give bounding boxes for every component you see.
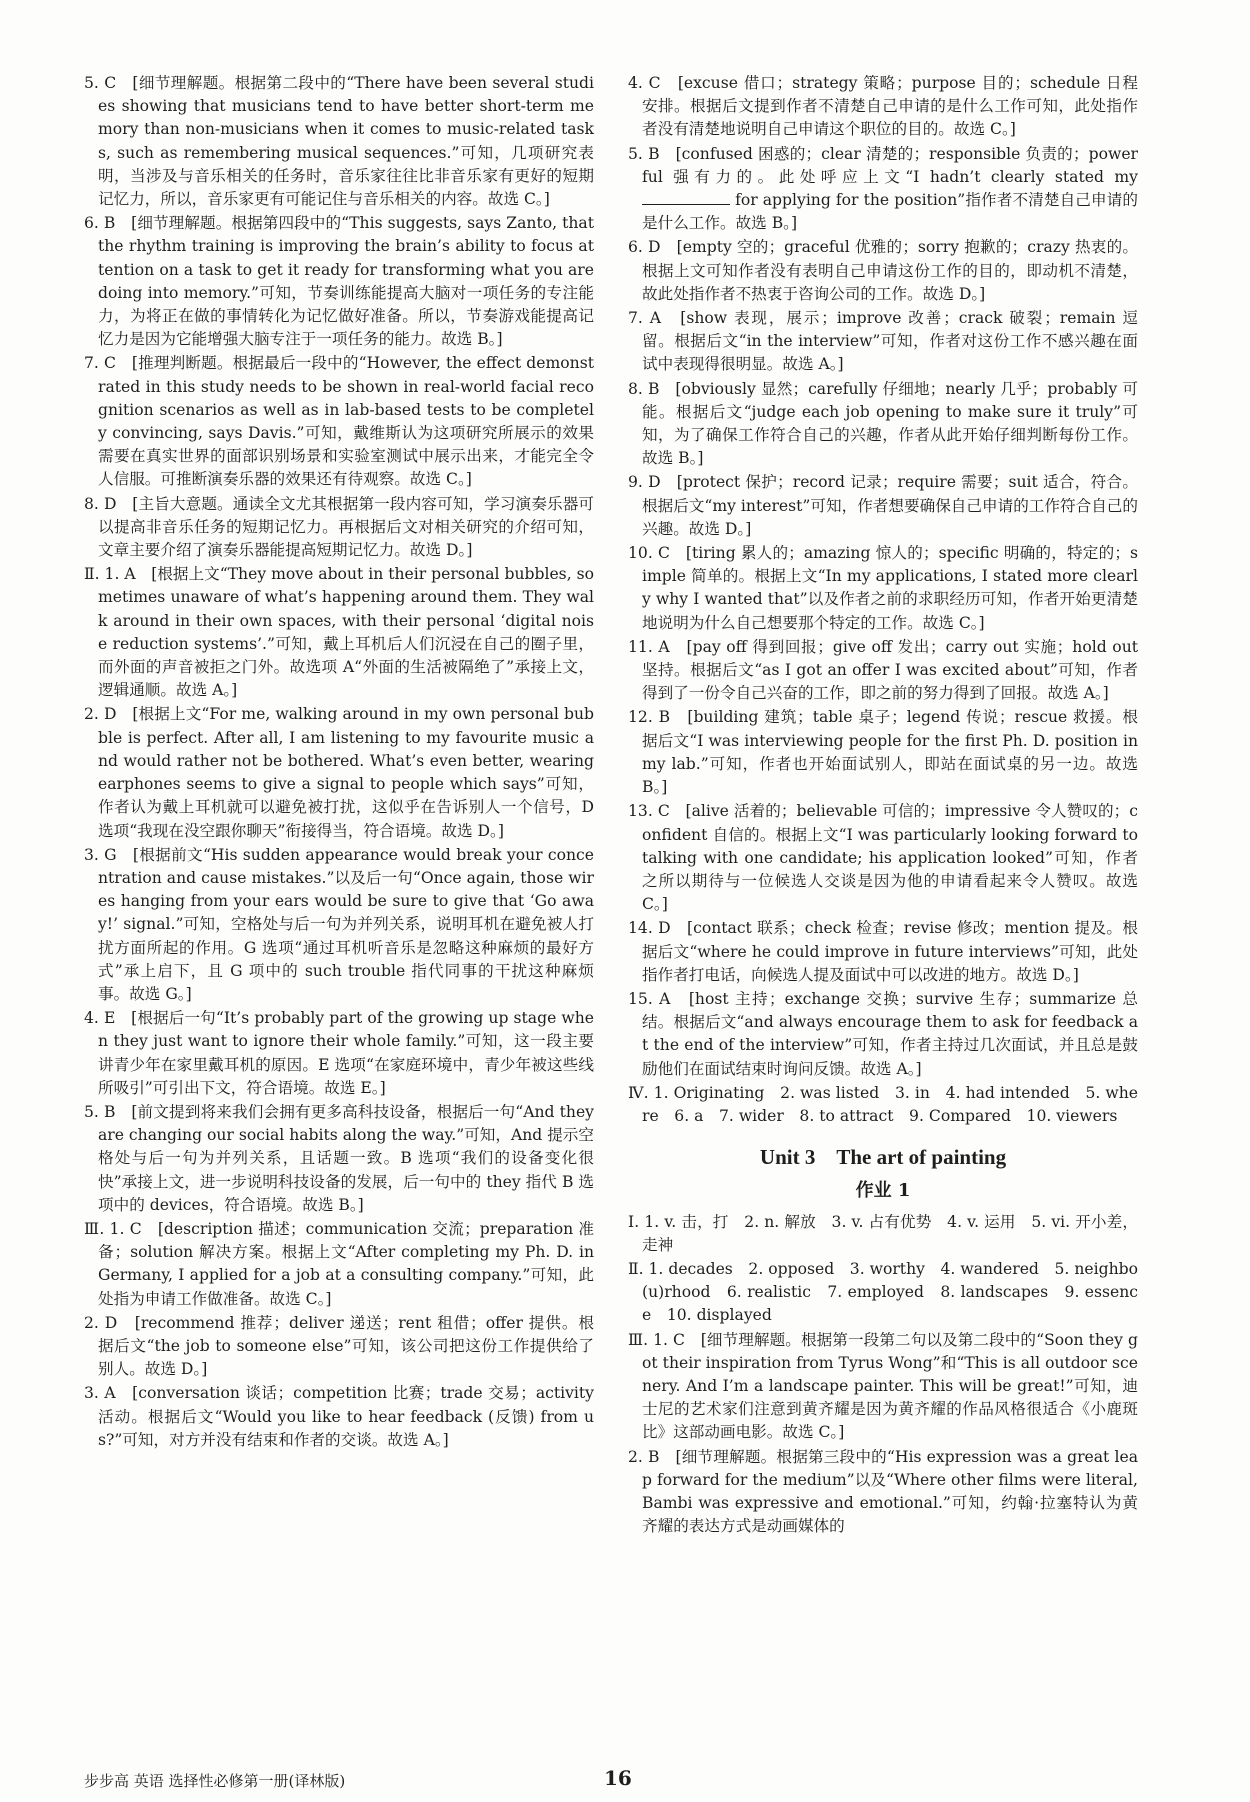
answer-item: Ⅳ. 1. Originating 2. was listed 3. in 4. had intended 5. where 6. a 7. wider 8. to attract 9. Compared 10. viewers	[628, 1083, 1138, 1125]
item-text-before-blank: 5. B [confused 困惑的；clear 清楚的；responsible 负责的；powerful 强有力的。此处呼应上文“I hadn’t clearly stated my	[628, 144, 1138, 186]
answer-item: 4. E [根据后一句“It’s probably part of the growing up stage when they just want to ignore their whole family.”可知，这一段主要讲青少年在家里戴耳机的原因。E 选项“在家庭环境中，青少年被这些线所吸引”可引出下文，符合语境。故选 E。]	[84, 1009, 594, 1097]
answer-item: Ⅲ. 1. C [description 描述；communication 交流；preparation 准备；solution 解决方案。根据上文“After completing my Ph. D. in Germany, I applied for a job at a consulting company.”可知，此处指为申请工作做准备。故选 C。]	[84, 1219, 594, 1308]
answer-item: 11. A [pay off 得到回报；give off 发出；carry out 实施；hold out 坚持。根据后文“as I got an offer I was excited about”可知，作者得到了一份令自己兴奋的工作，即之前的努力得到了回报。故选 A。]	[628, 637, 1138, 703]
answer-item: 6. D [empty 空的；graceful 优雅的；sorry 抱歉的；crazy 热衷的。根据上文可知作者没有表明自己申请这份工作的目的，即动机不清楚，故此处指作者不热衷于咨询公司的工作。故选 D。]	[628, 238, 1138, 303]
answer-item: 2. D [根据上文“For me, walking around in my own personal bubble is perfect. After all, I am listening to my favourite music and would rather not be bothered. What’s even better, wearing earphones seems to give a signal to people which says”可知，作者认为戴上耳机就可以避免被打扰，这似乎在告诉别人一个信号，D 选项“我现在没空跟你聊天”衔接得当，符合语境。故选 D。]	[84, 705, 594, 840]
answer-item: 12. B [building 建筑；table 桌子；legend 传说；rescue 救援。根据后文“I was interviewing people for the first Ph. D. position in my lab.”可知，作者也开始面试别人，即站在面试桌的另一边。故选 B。]	[628, 708, 1138, 797]
answer-item: 5. B [前文提到将来我们会拥有更多高科技设备，根据后一句“And they are changing our social habits along the way.”可知，And 提示空格处与后一句为并列关系，且话题一致。B 选项“我们的设备变化很快”承接上文，进一步说明科技设备的发展，后一句中的 they 指代 B 选项中的 devices，符合语境。故选 B。]	[84, 1102, 594, 1214]
left-column	[84, 72, 594, 1453]
answer-item: Ⅲ. 1. C [细节理解题。根据第一段第二句以及第二段中的“Soon they got their inspiration from Tyrus Wong”和“This is all outdoor scenery. And I’m a landscape painter. This will be great!”可知，迪士尼的艺术家们注意到黄齐耀是因为黄齐耀的作品风格很适合《小鹿斑比》这部动画电影。故选 C。]	[628, 1330, 1138, 1442]
answer-item: 15. A [host 主持；exchange 交换；survive 生存；summarize 总结。根据后文“and always encourage them to ask for feedback at the end of the interview”可知，作者主持过几次面试，并且总是鼓励他们在面试结束时询问反馈。故选 A。]	[628, 989, 1138, 1078]
answer-item: 5. C [细节理解题。根据第二段中的“There have been several studies showing that musicians tend to have better short-term memory than non-musicians when it comes to music-related tasks, such as remembering musical sequences.”可知，几项研究表明，当涉及与音乐相关的任务时，音乐家往往比非音乐家有更好的短期记忆力，所以，音乐家更有可能记住与音乐相关的内容。故选 C。]	[84, 74, 594, 209]
answer-item: 8. B [obviously 显然；carefully 仔细地；nearly 几乎；probably 可能。根据后文“judge each job opening to make sure it truly”可知，为了确保工作符合自己的兴趣，作者从此开始仔细判断每份工作。故选 B。]	[628, 379, 1138, 468]
fill-blank	[642, 190, 730, 205]
unit-title: Unit 3 The art of painting	[759, 1145, 1007, 1170]
book-title: 步步高 英语 选择性必修第一册(译林版)	[84, 1772, 346, 1790]
answer-item: 4. C [excuse 借口；strategy 策略；purpose 目的；schedule 日程安排。根据后文提到作者不清楚自己申请的是什么工作可知，此处指作者没有清楚地说明自己申请这个职位的目的。故选 C。]	[628, 74, 1138, 139]
answer-item: 10. C [tiring 累人的；amazing 惊人的；specific 明确的，特定的；simple 简单的。根据上文“In my applications, I stated more clearly why I wanted that”以及作者之前的求职经历可知，作者开始更清楚地说明为什么自己想要那个特定的工作。故选 C。]	[628, 544, 1138, 632]
answer-item: 8. D [主旨大意题。通读全文尤其根据第一段内容可知，学习演奏乐器可以提高非音乐任务的短期记忆力。再根据后文对相关研究的介绍可知，文章主要介绍了演奏乐器能提高短期记忆力。故选 D。]	[84, 494, 594, 560]
answer-item: Ⅱ. 1. decades 2. opposed 3. worthy 4. wandered 5. neighbo(u)rhood 6. realistic 7. employed 8. landscapes 9. essence 10. displayed	[628, 1259, 1138, 1325]
answer-item: Ⅰ. 1. v. 击，打 2. n. 解放 3. v. 占有优势 4. v. 运用 5. vi. 开小差，走神	[628, 1212, 1138, 1254]
answer-item: 3. G [根据前文“His sudden appearance would break your concentration and cause mistakes.”以及后一句“Once again, those wires hanging from your ears would be sure to give that ‘Go away!’ signal.”可知，空格处与后一句为并列关系，说明耳机在避免被人打扰方面所起的作用。G 选项“通过耳机听音乐是忽略这种麻烦的最好方式”承上启下，且 G 项中的 such trouble 指代同事的干扰这种麻烦事。故选 G。]	[84, 845, 594, 1003]
answer-item: 2. D [recommend 推荐；deliver 递送；rent 租借；offer 提供。根据后文“the job to someone else”可知，该公司把这份工作提供给了别人。故选 D。]	[84, 1313, 594, 1379]
answer-item: 2. B [细节理解题。根据第三段中的“His expression was a great leap forward for the medium”以及“Where other films were literal, Bambi was expressive and emotional.”可知，约翰·拉塞特认为黄齐耀的表达方式是动画媒体的	[628, 1447, 1138, 1536]
answer-item: 6. B [细节理解题。根据第四段中的“This suggests, says Zanto, that the rhythm training is improving the brain’s ability to focus attention on a task to get it ready for transforming what you are doing into memory.”可知，节奏训练能提高大脑对一项任务的专注能力，为将正在做的事情转化为记忆做好准备。所以，节奏游戏能提高记忆力是因为它能增强大脑专注于一项任务的能力。故选 B。]	[84, 214, 594, 349]
answer-item: 14. D [contact 联系；check 检查；revise 修改；mention 提及。根据后文“where he could improve in future interviews”可知，此处指作者打电话，向候选人提及面试中可以改进的地方。故选 D。]	[628, 919, 1138, 984]
page-number: 16	[604, 1766, 632, 1790]
answer-item-with-blank	[628, 143, 1138, 236]
page-footer	[84, 1766, 1164, 1794]
homework-title: 作业 1	[855, 1180, 911, 1202]
answer-item: 7. C [推理判断题。根据最后一段中的“However, the effect demonstrated in this study needs to be shown in real-world facial recognition scenarios as well as in lab-based tests to be completely convincing, says Davis.”可知，戴维斯认为这项研究所展示的效果需要在真实世界的面部识别场景和实验室测试中展示出来，才能完全令人信服。可推断演奏乐器的效果还有待观察。故选 C。]	[84, 354, 594, 489]
answer-item: 7. A [show 表现，展示；improve 改善；crack 破裂；remain 逗留。根据后文“in the interview”可知，作者对这份工作不感兴趣在面试中表现得很明显。故选 A。]	[628, 309, 1138, 374]
item-text-after-blank: for applying for the position”指作者不清楚自己申请的是什么工作。故选 B。]	[642, 191, 1138, 233]
right-column	[628, 72, 1138, 1539]
answer-item: 3. A [conversation 谈话；competition 比赛；trade 交易；activity 活动。根据后文“Would you like to hear feedback (反馈) from us?”可知，对方并没有结束和作者的交谈。故选 A。]	[84, 1384, 594, 1449]
answer-item: 13. C [alive 活着的；believable 可信的；impressive 令人赞叹的；confident 自信的。根据上文“I was particularly looking forward to talking with one candidate; his application looked”可知，作者之所以期待与一位候选人交谈是因为他的申请看起来令人赞叹。故选 C。]	[628, 802, 1138, 914]
answer-item: 9. D [protect 保护；record 记录；require 需要；suit 适合，符合。根据后文“my interest”可知，作者想要确保自己申请的工作符合自己的兴趣。故选 D。]	[628, 473, 1138, 538]
answer-item: Ⅱ. 1. A [根据上文“They move about in their personal bubbles, sometimes unaware of what’s happening around them. They walk around in their own spaces, with their personal ‘digital noise reduction systems’.”可知，戴上耳机后人们沉浸在自己的圈子里，而外面的声音被拒之门外。故选项 A“外面的生活被隔绝了”承接上文，逻辑通顺。故选 A。]	[84, 565, 594, 700]
